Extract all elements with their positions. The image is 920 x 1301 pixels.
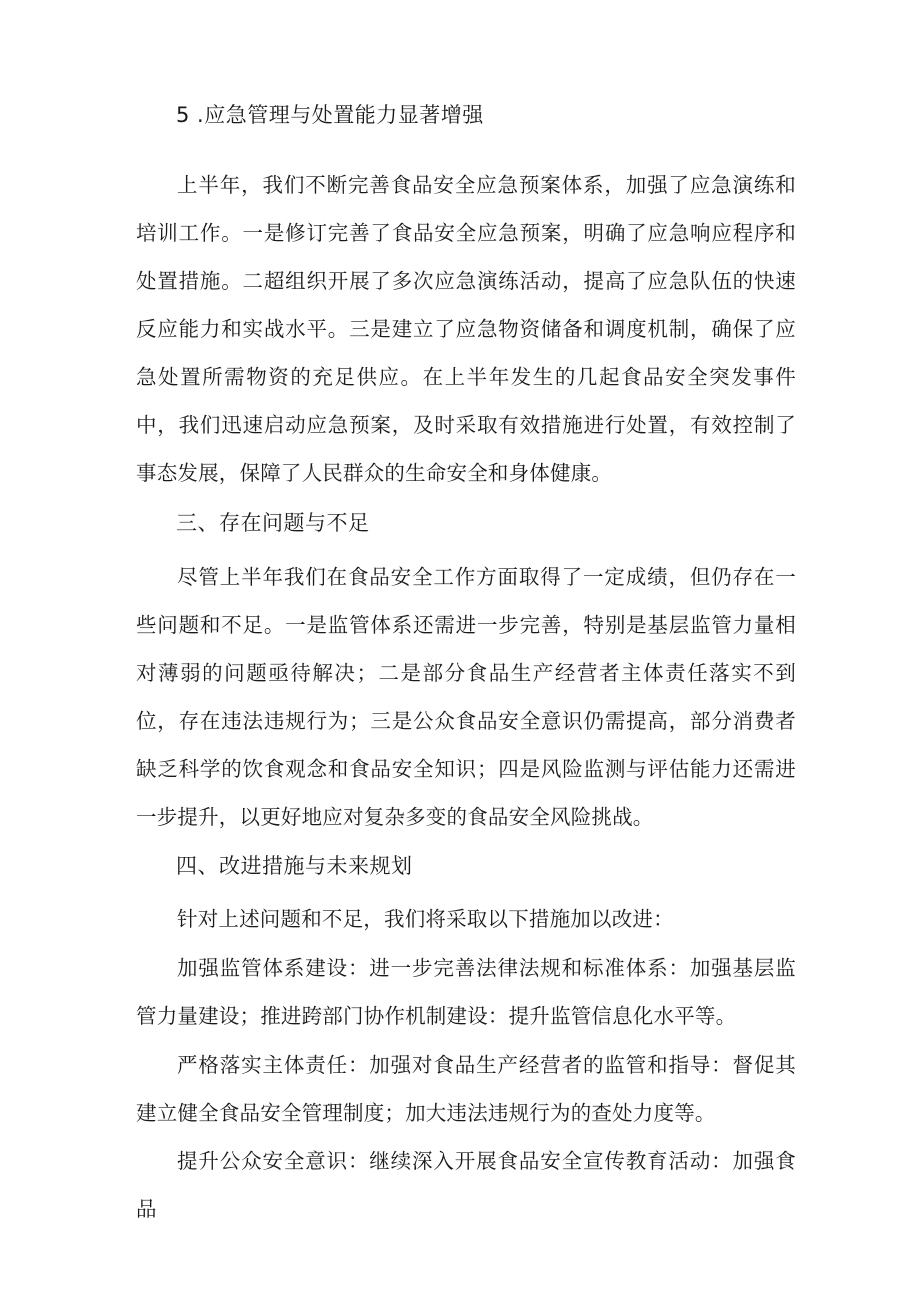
section-5-heading: 5 .应急管理与处置能力显著增强 — [176, 103, 484, 127]
section-3-paragraph: 尽管上半年我们在食品安全工作方面取得了一定成绩，但仍存在一些问题和不足。一是监管体系还需进一步完善，特别是基层监管力量相对薄弱的问题亟待解决；二是部分食品生产经营者主体责任落实不到位，存在违法违规行为；三是公众食品安全意识仍需提高，部分消费者缺乏科学的饮食观念和食品安全知识；四是风险监测与评估能力还需进一步提升，以更好地应对复杂多变的食品安全风险挑战。 — [136, 565, 796, 829]
section-3-heading: 三、存在问题与不足 — [176, 511, 370, 535]
section-4-item-1: 加强监管体系建设：进一步完善法律法规和标准体系：加强基层监管力量建设；推进跨部门协作机制建设：提升监管信息化水平等。 — [136, 956, 796, 1028]
section-5-paragraph: 上半年，我们不断完善食品安全应急预案体系，加强了应急演练和培训工作。一是修订完善了食品安全应急预案，明确了应急响应程序和处置措施。二超组织开展了多次应急演练活动，提高了应急队伍的快速反应能力和实战水平。三是建立了应急物资储备和调度机制，确保了应急处置所需物资的充足供应。在上半年发生的几起食品安全突发事件中，我们迅速启动应急预案，及时采取有效措施进行处置，有效控制了事态发展，保障了人民群众的生命安全和身体健康。 — [136, 173, 796, 485]
section-4-item-2: 严格落实主体责任：加强对食品生产经营者的监管和指导：督促其建立健全食品安全管理制度；加大违法违规行为的查处力度等。 — [136, 1053, 796, 1125]
section-4-heading: 四、改进措施与未来规划 — [176, 854, 413, 878]
section-4-intro: 针对上述问题和不足，我们将采取以下措施加以改进： — [177, 907, 674, 931]
section-4-item-3: 提升公众安全意识：继续深入开展食品安全宣传教育活动：加强食品 — [136, 1149, 796, 1221]
